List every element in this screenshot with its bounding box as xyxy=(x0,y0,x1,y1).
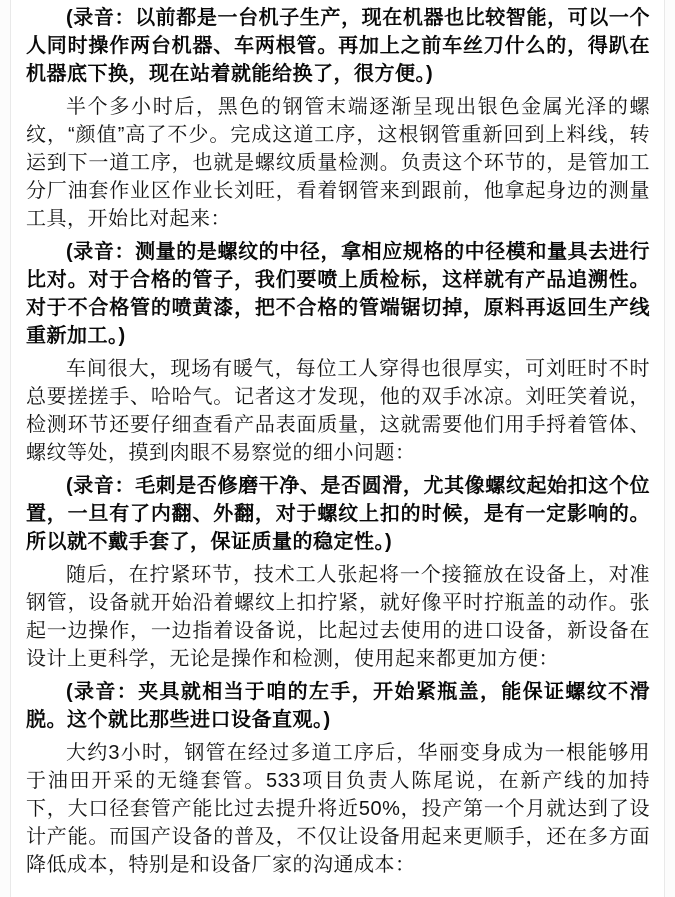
narration-paragraph-3: 随后，在拧紧环节，技术工人张起将一个接箍放在设备上，对准钢管，设备就开始沿着螺纹上扣拧紧，就好像平时拧瓶盖的动作。张起一边操作，一边指着设备说，比起过去使用的进口设备，新设备在设计上更科学，无论是操作和检测，使用起来都更加方便： xyxy=(26,564,650,670)
article-content-panel xyxy=(10,0,665,897)
narration-paragraph-1: 半个多小时后，黑色的钢管末端逐渐呈现出银色金属光泽的螺纹，“颜值”高了不少。完成这道工序，这根钢管重新回到上料线，转运到下一道工序，也就是螺纹质量检测。负责这个环节的，是管加工分厂油套作业区作业长刘旺，看着钢管来到跟前，他拿起身边的测量工具，开始比对起来： xyxy=(26,96,650,230)
article-body xyxy=(11,0,664,879)
recording-quote-paragraph-1: (录音：以前都是一台机子生产，现在机器也比较智能，可以一个人同时操作两台机器、车两根管。再加上之前车丝刀什么的，得趴在机器底下换，现在站着就能给换了，很方便。) xyxy=(26,7,650,85)
recording-quote-paragraph-4: (录音：夹具就相当于咱的左手，开始紧瓶盖，能保证螺纹不滑脱。这个就比那些进口设备直观。) xyxy=(26,681,650,731)
recording-quote-paragraph-3: (录音：毛刺是否修磨干净、是否圆滑，尤其像螺纹起始扣这个位置，一旦有了内翻、外翻，对于螺纹上扣的时候，是有一定影响的。所以就不戴手套了，保证质量的稳定性。) xyxy=(26,475,650,553)
narration-paragraph-2: 车间很大，现场有暖气，每位工人穿得也很厚实，可刘旺时不时总要搓搓手、哈哈气。记者这才发现，他的双手冰凉。刘旺笑着说，检测环节还要仔细查看产品表面质量，这就需要他们用手捋着管体、螺纹等处，摸到肉眼不易察觉的细小问题： xyxy=(26,358,650,464)
narration-paragraph-4: 大约3小时，钢管在经过多道工序后，华丽变身成为一根能够用于油田开采的无缝套管。533项目负责人陈尾说，在新产线的加持下，大口径套管产能比过去提升将近50%，投产第一个月就达到了设计产能。而国产设备的普及，不仅让设备用起来更顺手，还在多方面降低成本，特别是和设备厂家的沟通成本： xyxy=(26,742,650,876)
recording-quote-paragraph-2: (录音：测量的是螺纹的中径，拿相应规格的中径模和量具去进行比对。对于合格的管子，我们要喷上质检标，这样就有产品追溯性。对于不合格管的喷黄漆，把不合格的管端锯切掉，原料再返回生产线重新加工。) xyxy=(26,241,650,347)
